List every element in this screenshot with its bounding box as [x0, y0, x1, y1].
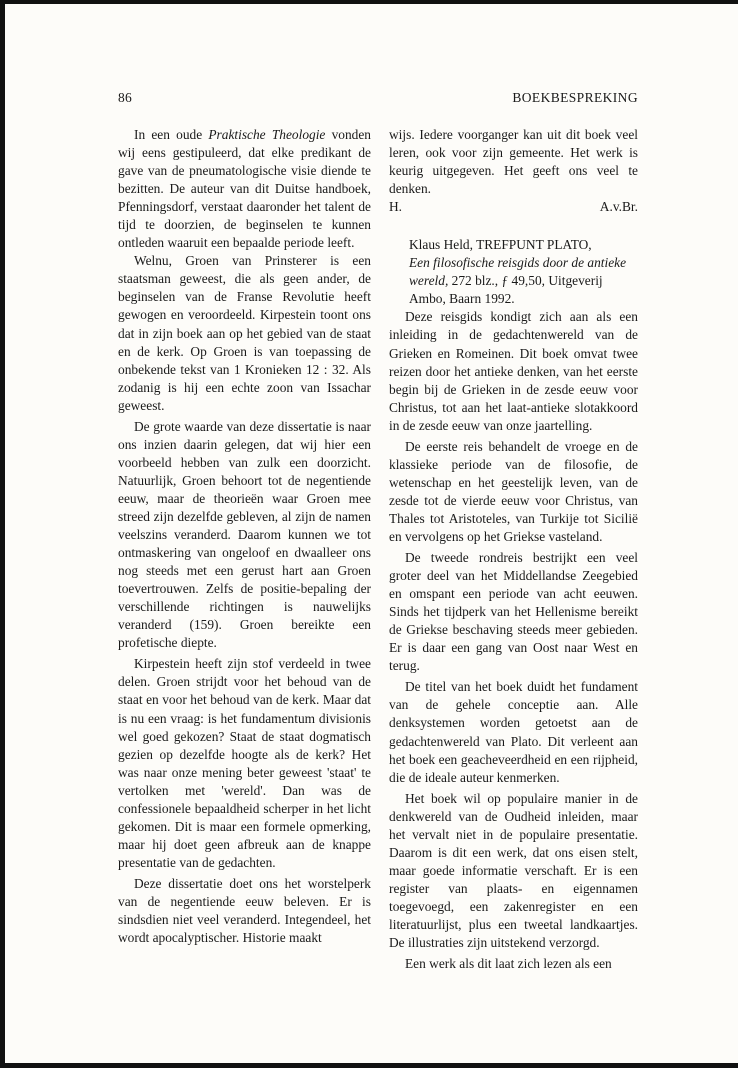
review-heading	[409, 236, 638, 308]
continued-paragraph: wijs. Iedere voorganger kan uit dit boek veel leren, ook voor zijn gemeente. Het werk is keurig uitgegeven. Het geeft ons veel te denken.	[389, 127, 638, 197]
paragraph: De grote waarde van deze dissertatie is naar ons inzien daarin gelegen, dat wij hier een voorbeeld hebben van zulk een doorzicht. Natuurlijk, Groen behoort tot de negentiende eeuw, maar de theorieën waar Groen mee streed zijn dezelfde gebleven, al zijn de namen veelszins veranderd. Daarom kunnen we tot ontmaskering van ongeloof en dwaalleer ons nog steeds met een gerust hart aan Groen toevertrouwen. Zelfs de positie-bepaling der verschillende richtingen is nauwelijks veranderd (159). Groen bereikte een profetische diepte.	[118, 418, 371, 651]
signature-line	[389, 198, 638, 216]
reviewer-initials: A.v.Br.	[599, 199, 638, 215]
paragraph: Een werk als dit laat zich lezen als een	[405, 956, 612, 972]
review-author-title: Klaus Held, TREFPUNT PLATO,	[409, 237, 592, 253]
paragraph: In een oude Praktische Theologie vonden wij eens gestipuleerd, dat elke predikant de gave van de pneumatologische visie diende te bezitten. De auteur van dit Duitse handboek, Pfenningsdorf, verstaat daaronder het talent de tijd te doorzien, de beginselen te kunnen ontleden waaruit een bepaalde periode leeft.	[118, 127, 371, 251]
paragraph: Kirpestein heeft zijn stof verdeeld in twee delen. Groen strijdt voor het behoud van de staat en voor het behoud van de kerk. Maar dat is nu een vraag: is het fundamentum divisionis wel goed gekozen? Staat de staat dogmatisch gezien op dezelfde hoogte als de kerk? Het was naar onze mening beter geweest 'staat' te vertolken met 'wereld'. Dan was de confessionele bepaaldheid scherper in het licht gekomen. Dit is maar een formele opmerking, maar hij doet geen afbreuk aan de knappe presentatie van de gedachten.	[118, 656, 371, 870]
right-column	[389, 126, 638, 973]
paragraph: Deze reisgids kondigt zich aan als een inleiding in de gedachtenwereld van de Grieken en Romeinen. Dit boek omvat twee reizen door het antieke denken, van het eerste begin bij de Grieken in de zesde eeuw voor Christus, tot aan het laat-antieke slotakkoord in de zesde eeuw van onze jaartelling.	[389, 309, 638, 433]
paragraph: De eerste reis behandelt de vroege en de klassieke periode van de filosofie, de wetenschap en het geestelijk leven, van de zesde tot de vierde eeuw voor Christus, van Thales tot Aristoteles, van Turkije tot Sicilië en vervolgens op het Griekse vasteland.	[389, 438, 638, 544]
page-header	[118, 90, 638, 110]
paragraph: Het boek wil op populaire manier in de denkwereld van de Oudheid inleiden, maar het vervalt niet in de populaire presentatie. Daarom is dit een werk, dat ons eisen stelt, maar goede informatie verschaft. Er is een register van plaats- en eigennamen toegevoegd, een zakenregister en een literatuurlijst, plus een tweetal landkaartjes. De illustraties zijn uitstekend verzorgd.	[389, 790, 638, 951]
book-title-italic: Praktische Theologie	[208, 127, 326, 142]
review-subtitle: Een filosofische reisgids door de antieke wereld,	[409, 255, 627, 289]
scan-border-top	[0, 0, 738, 4]
paragraph: Deze dissertatie doet ons het worstelperk van de negentiende eeuw beleven. Er is sindsdien niet veel veranderd. Integendeel, het wordt apocalyptischer. Historie maakt	[118, 875, 371, 946]
review-details: 272 blz., ƒ 49,50, Uitgeverij Ambo, Baarn 1992.	[409, 273, 603, 307]
scan-border-bottom	[0, 1063, 738, 1068]
signature-initial: H.	[389, 199, 403, 215]
left-column	[118, 126, 371, 947]
scan-border-left	[0, 0, 5, 1068]
review-subtitle-details	[409, 254, 638, 308]
running-head: BOEKBESPREKING	[512, 90, 638, 105]
paragraph: De titel van het boek duidt het fundament van de gehele conceptie aan. Alle denksystemen worden getoetst aan de gedachtenwereld van Plato. Dit verleent aan het boek een geacheveerdheid en een rijpheid, die de ideale auteur kenmerken.	[389, 679, 638, 785]
paragraph: De tweede rondreis bestrijkt een veel groter deel van het Middellandse Zeegebied en omspant een periode van acht eeuwen. Sinds het tijdperk van het Hellenisme bereikt de Griekse beschaving steeds meer gebieden. Er is daar een gang van Oost naar West en terug.	[389, 550, 638, 674]
paragraph: Welnu, Groen van Prinsterer is een staatsman geweest, die als geen ander, de beginselen van de Franse Revolutie heeft gewogen en veroordeeld. Kirpestein toont ons dat in zijn boek aan op het gebied van de staat en de kerk. Op Groen is van toepassing de onbekende tekst van 1 Kronieken 12 : 32. Als zodanig is hij een echte zoon van Issachar geweest.	[118, 253, 371, 413]
page-number: 86	[118, 90, 132, 105]
